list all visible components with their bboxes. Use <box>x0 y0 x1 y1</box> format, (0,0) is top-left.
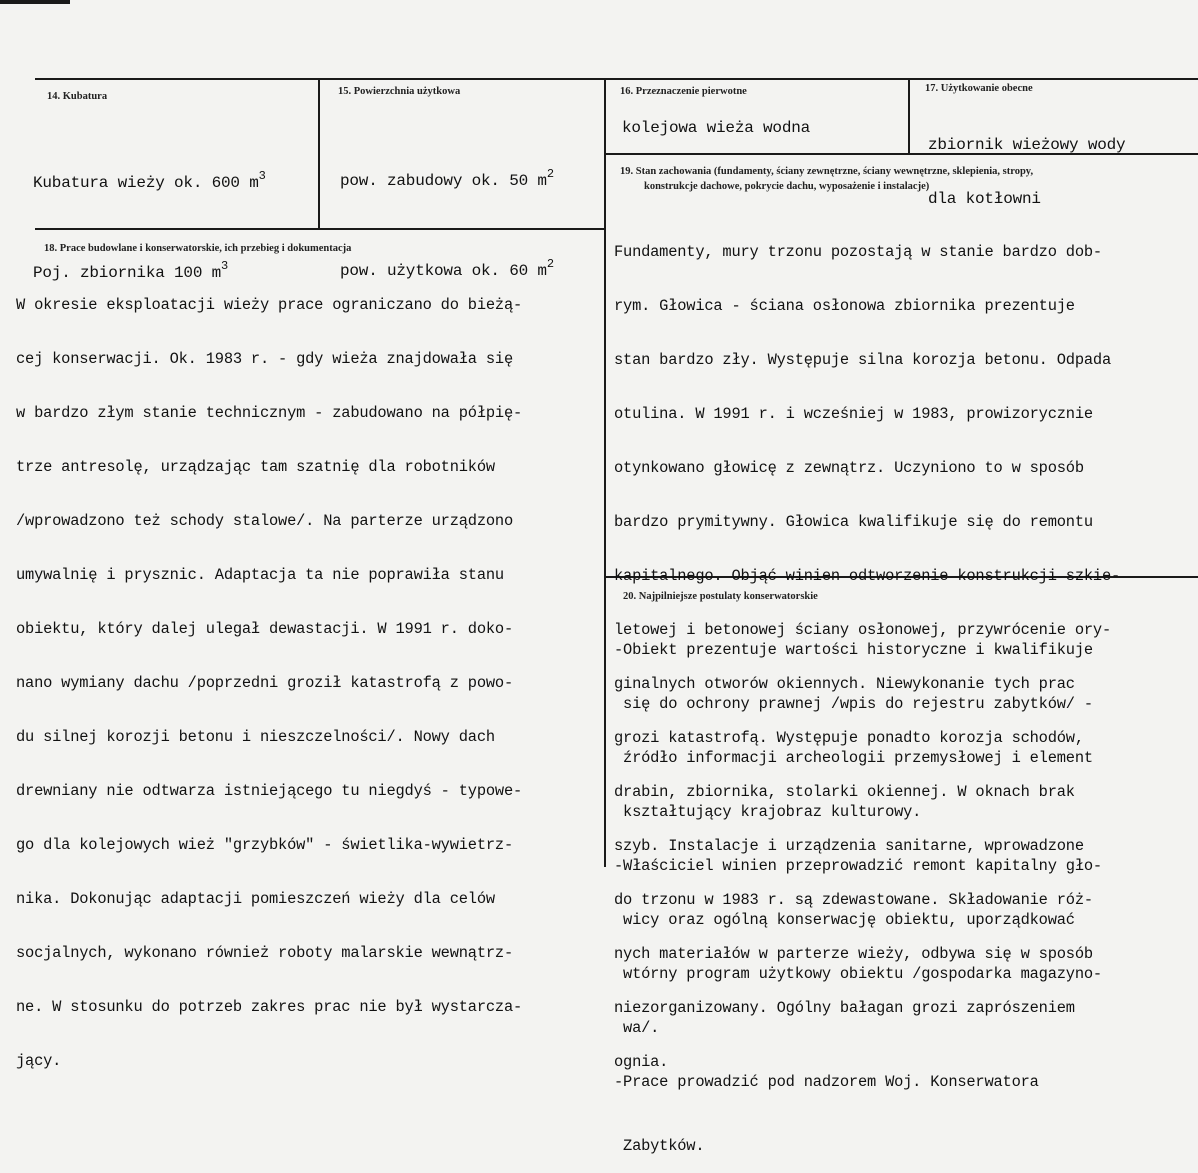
field-17-header: 17. Użytkowanie obecne <box>925 83 1033 94</box>
field-14-line2: Poj. zbiornika 100 $m^3$ <box>33 259 229 282</box>
text-line: źródło informacji archeologii przemysłowej i element <box>614 749 1093 767</box>
field-18-header: 18. Prace budowlane i konserwatorskie, ich przebieg i dokumentacja <box>44 243 352 254</box>
field-16-value: kolejowa wieża wodna <box>622 119 811 137</box>
field-15-line2: pow. użytkowa ok. 60 $m^2$ <box>340 257 554 280</box>
text-line: du silnej korozji betonu i nieszczelności/. Nowy dach <box>16 728 495 746</box>
text-line: -Obiekt prezentuje wartości historyczne i kwalifikuje <box>614 641 1093 659</box>
text-line: ginalnych otworów okiennych. Niewykonanie tych prac <box>614 675 1075 693</box>
field-20-text <box>614 605 1102 1173</box>
text-line: nych materiałów w parterze wieży, odbywa się w sposób <box>614 945 1093 963</box>
text-line: wa/. <box>614 1019 660 1037</box>
top-edge-mark <box>0 0 70 4</box>
text-line: kształtujący krajobraz kulturowy. <box>614 803 922 821</box>
text-line: jący. <box>16 1052 62 1070</box>
field-19-header: 19. Stan zachowania (fundamenty, ściany zewnętrzne, ściany wewnętrzne, sklepienia, stropy, konstrukcje dachowe, pokrycie dachu, wyposażenie i instalacje) <box>620 166 1034 192</box>
field-15-line1: pow. zabudowy ok. 50 $m^2$ <box>340 167 554 190</box>
rule-col2 <box>604 78 606 867</box>
text-line: -Prace prowadzić pod nadzorem Woj. Konserwatora <box>614 1073 1039 1091</box>
rule-top <box>35 78 1198 80</box>
text-line: obiektu, który dalej ulegał dewastacji. W 1991 r. doko- <box>16 620 513 638</box>
rule-col1 <box>318 78 320 229</box>
text-line: się do ochrony prawnej /wpis do rejestru zabytków/ - <box>614 695 1093 713</box>
field-14-line1: Kubatura wieży ok. 600 $m^3$ <box>33 169 266 192</box>
text-line: nano wymiany dachu /poprzedni groził katastrofą z powo- <box>16 674 513 692</box>
text-line: bardzo prymitywny. Głowica kwalifikuje się do remontu <box>614 513 1093 531</box>
text-line: umywalnię i prysznic. Adaptacja ta nie poprawiła stanu <box>16 566 504 584</box>
field-18-text <box>16 260 522 1088</box>
text-line: grozi katastrofą. Występuje ponadto korozja schodów, <box>614 729 1084 747</box>
text-line: W okresie eksploatacji wieży prace ograniczano do bieżą- <box>16 296 523 314</box>
text-line: socjalnych, wykonano również roboty malarskie wewnątrz- <box>16 944 513 962</box>
text-line: otulina. W 1991 r. i wcześniej w 1983, prowizorycznie <box>614 405 1093 423</box>
text-line: niezorganizowany. Ogólny bałagan grozi zaprószeniem <box>614 999 1075 1017</box>
text-line: letowej i betonowej ściany osłonowej, przywrócenie ory- <box>614 621 1111 639</box>
text-line: trze antresolę, urządzając tam szatnię dla robotników <box>16 458 495 476</box>
text-line: ne. W stosunku do potrzeb zakres prac nie był wystarcza- <box>16 998 523 1016</box>
text-line: wicy oraz ogólną konserwację obiektu, uporządkować <box>614 911 1075 929</box>
field-17-line: zbiornik wieżowy wody <box>928 136 1126 154</box>
text-line: do trzonu w 1983 r. są zdewastowane. Składowanie róż- <box>614 891 1093 909</box>
text-line: ognia. <box>614 1053 669 1071</box>
text-line: /wprowadzono też schody stalowe/. Na parterze urządzono <box>16 512 513 530</box>
text-line: drabin, zbiornika, stolarki okiennej. W oknach brak <box>614 783 1075 801</box>
field-20-header: 20. Najpilniejsze postulaty konserwatorskie <box>623 591 818 602</box>
text-line: w bardzo złym stanie technicznym - zabudowano na półpię- <box>16 404 523 422</box>
text-line: otynkowano głowicę z zewnątrz. Uczyniono to w sposób <box>614 459 1084 477</box>
text-line: -Właściciel winien przeprowadzić remont kapitalny gło- <box>614 857 1102 875</box>
text-line: stan bardzo zły. Występuje silna korozja betonu. Odpada <box>614 351 1111 369</box>
text-line: nika. Dokonując adaptacji pomieszczeń wieży dla celów <box>16 890 495 908</box>
text-line: rym. Głowica - ściana osłonowa zbiornika prezentuje <box>614 297 1075 315</box>
text-line: szyb. Instalacje i urządzenia sanitarne, wprowadzone <box>614 837 1084 855</box>
text-line: cej konserwacji. Ok. 1983 r. - gdy wieża znajdowała się <box>16 350 513 368</box>
field-17-line: dla kotłowni <box>928 190 1041 208</box>
text-line: Fundamenty, mury trzonu pozostają w stanie bardzo dob- <box>614 243 1102 261</box>
text-line: drewniany nie odtwarza istniejącego tu niegdyś - typowe- <box>16 782 523 800</box>
text-line: go dla kolejowych wież "grzybków" - świetlika-wywietrz- <box>16 836 513 854</box>
field-16-header: 16. Przeznaczenie pierwotne <box>620 86 747 97</box>
field-14-header: 14. Kubatura <box>47 91 108 102</box>
text-line: Zabytków. <box>614 1137 705 1155</box>
rule-col3 <box>908 78 910 154</box>
text-line: wtórny program użytkowy obiektu /gospodarka magazyno- <box>614 965 1102 983</box>
text-line: kapitalnego. Objąć winien odtworzenie konstrukcji szkie- <box>614 567 1121 585</box>
field-15-header: 15. Powierzchnia użytkowa <box>338 86 461 97</box>
